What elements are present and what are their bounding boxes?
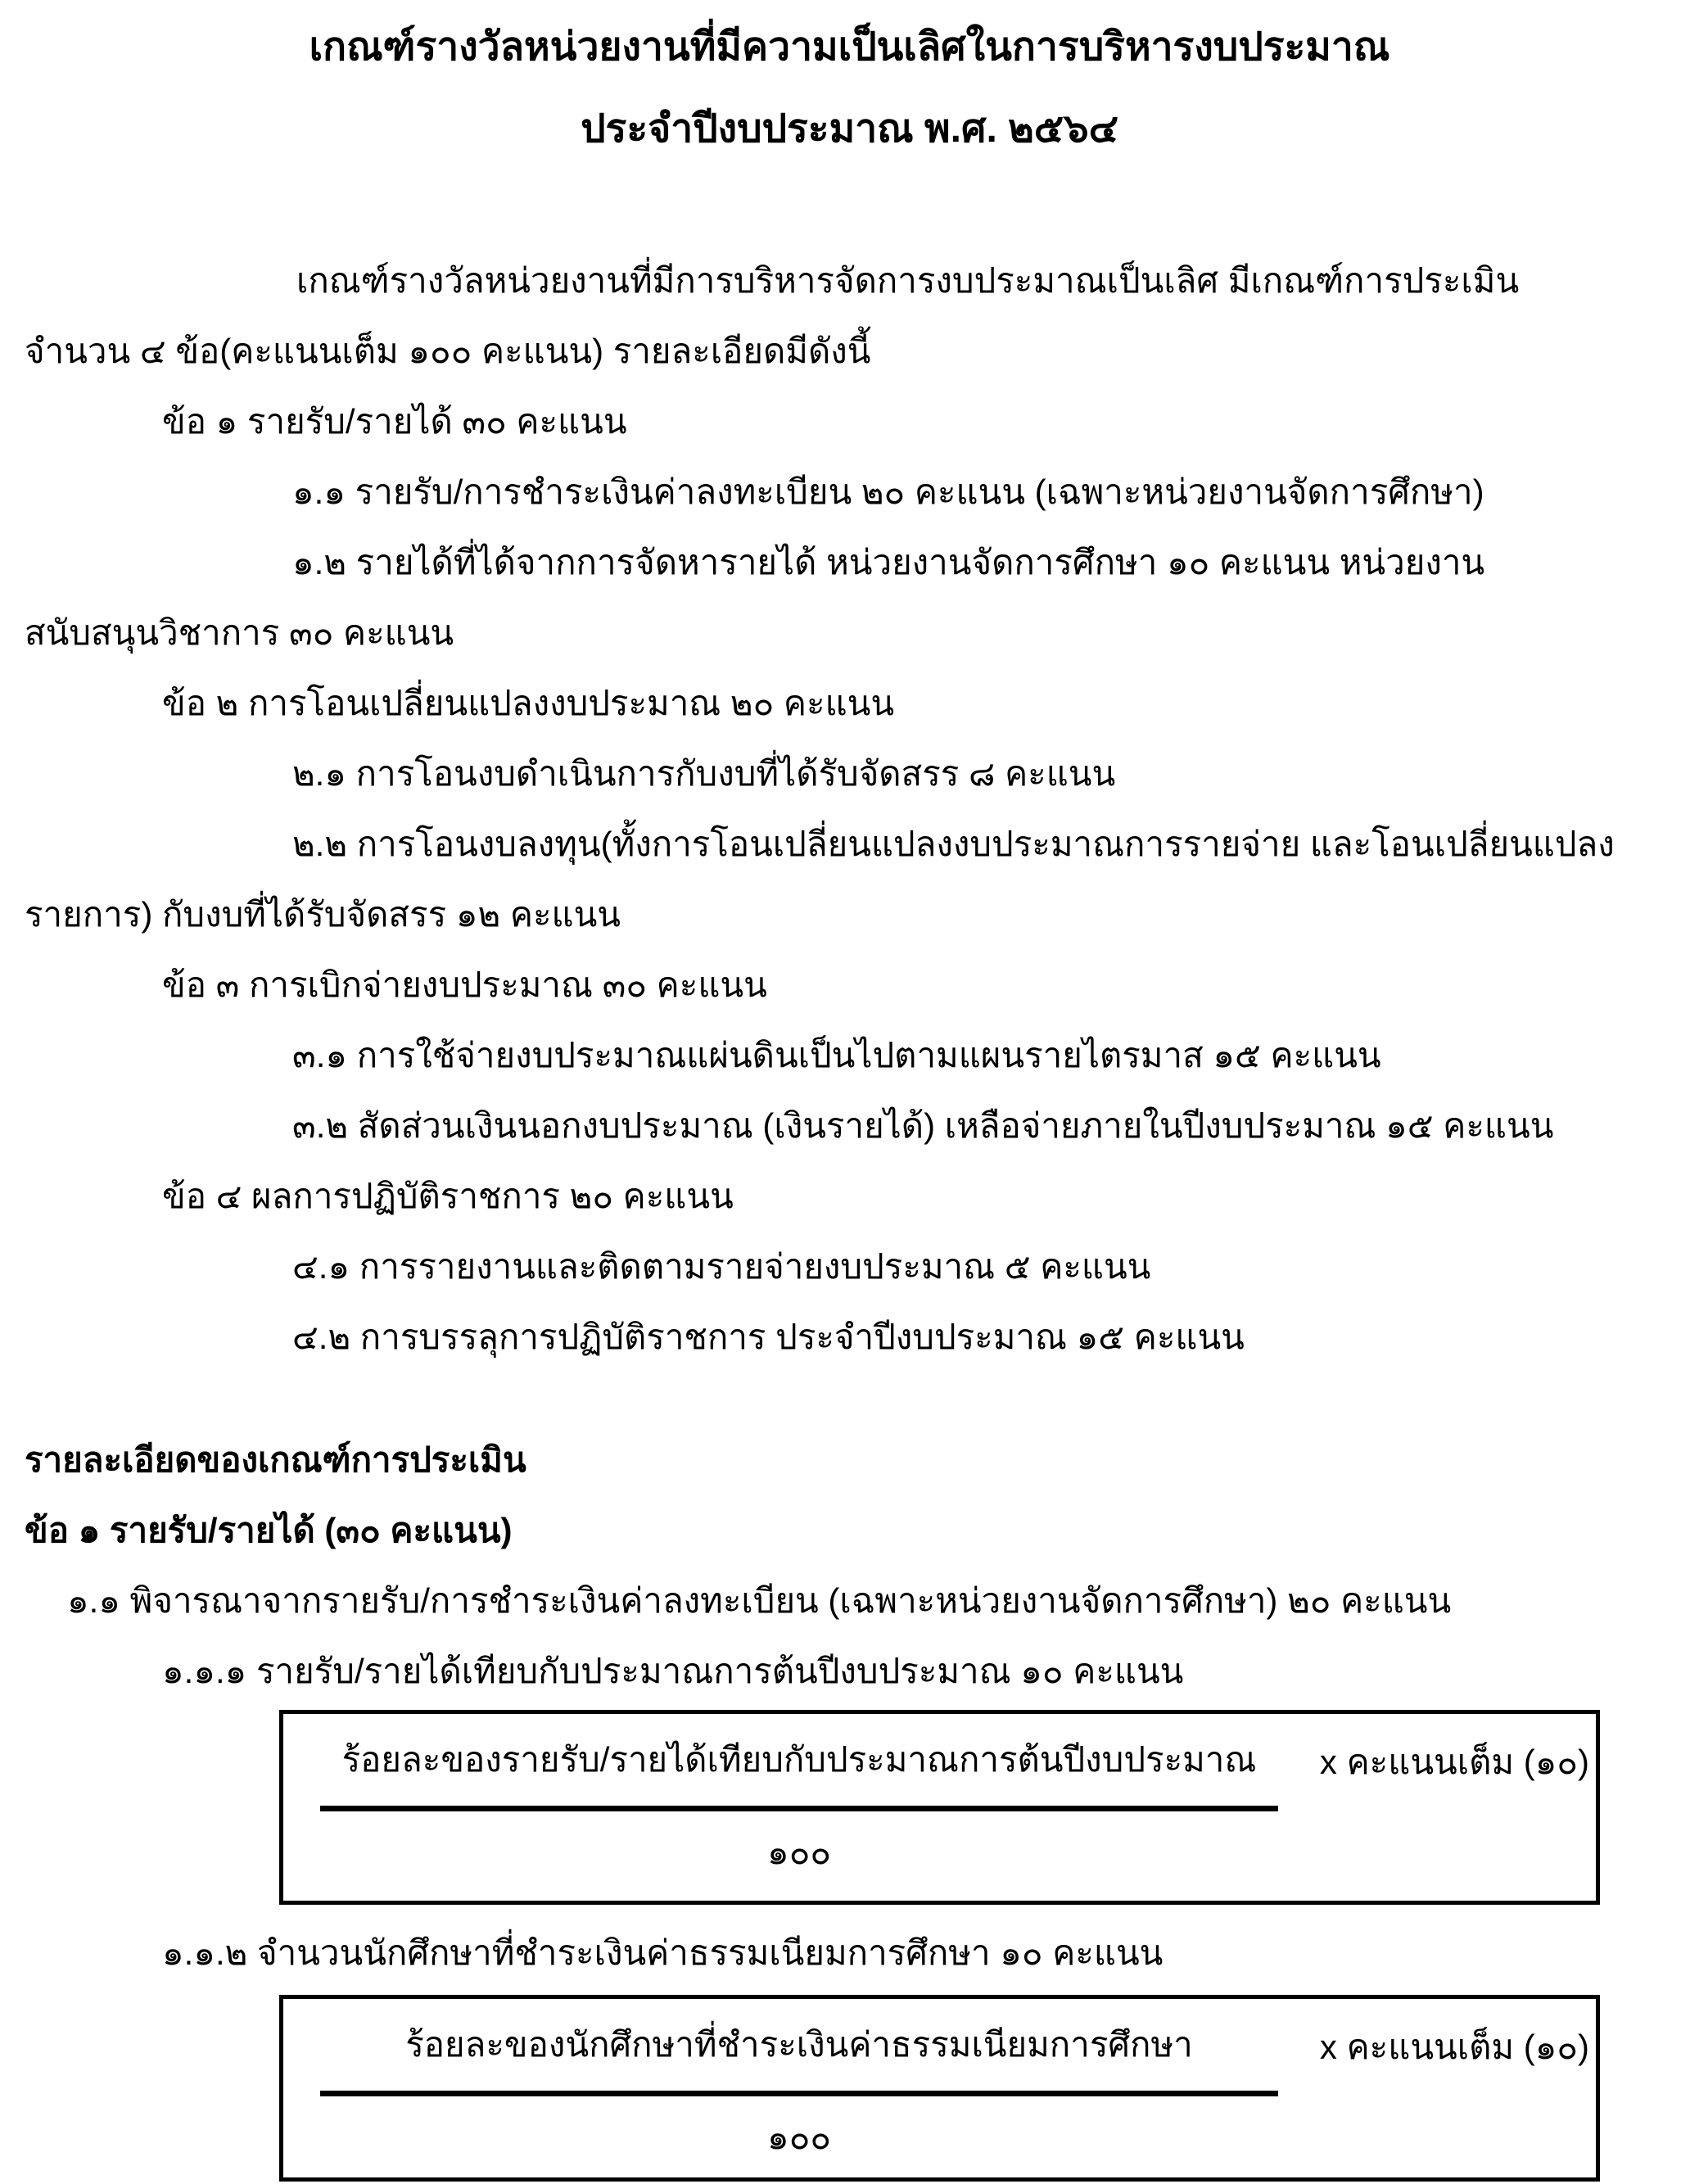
criteria-item-3-2: ๓.๒ สัดส่วนเงินนอกงบประมาณ (เงินรายได้) เหลือจ่ายภายในปีงบประมาณ ๑๕ คะแนน [292, 1106, 1554, 1145]
intro-paragraph-line-2: จำนวน ๔ ข้อ(คะแนนเต็ม ๑๐๐ คะแนน) รายละเอียดมีดังนี้ [25, 332, 871, 370]
criteria-item-4: ข้อ ๔ ผลการปฏิบัติราชการ ๒๐ คะแนน [162, 1177, 734, 1215]
formula-1-multiplier: x คะแนนเต็ม (๑๐) [1319, 1743, 1589, 1781]
formula-box-1 [279, 1710, 1600, 1905]
details-item-1-1: ๑.๑ พิจารณาจากรายรับ/การชำระเงินค่าลงทะเบียน (เฉพาะหน่วยงานจัดการศึกษา) ๒๐ คะแนน [67, 1581, 1452, 1620]
document-title-line-1: เกณฑ์รางวัลหน่วยงานที่มีความเป็นเลิศในการบริหารงบประมาณ [309, 25, 1390, 69]
formula-2-fraction [320, 1999, 1278, 2178]
formula-1-fraction-bar [320, 1806, 1278, 1811]
criteria-item-3-1: ๓.๑ การใช้จ่ายงบประมาณแผ่นดินเป็นไปตามแผนรายไตรมาส ๑๕ คะแนน [292, 1036, 1381, 1074]
details-item-1-1-1: ๑.๑.๑ รายรับ/รายได้เทียบกับประมาณการต้นปีงบประมาณ ๑๐ คะแนน [162, 1652, 1184, 1690]
criteria-item-4-1: ๔.๑ การรายงานและติดตามรายจ่ายงบประมาณ ๕ คะแนน [292, 1247, 1151, 1286]
formula-2-fraction-bar [320, 2091, 1278, 2096]
formula-box-2 [279, 1995, 1600, 2182]
details-heading: รายละเอียดของเกณฑ์การประเมิน [25, 1440, 526, 1479]
criteria-item-2-2-line-2: รายการ) กับงบที่ได้รับจัดสรร ๑๒ คะแนน [25, 895, 621, 934]
intro-paragraph-line-1: เกณฑ์รางวัลหน่วยงานที่มีการบริหารจัดการงบประมาณเป็นเลิศ มีเกณฑ์การประเมิน [296, 261, 1520, 300]
criteria-item-1: ข้อ ๑ รายรับ/รายได้ ๓๐ คะแนน [162, 402, 627, 441]
criteria-item-1-1: ๑.๑ รายรับ/การชำระเงินค่าลงทะเบียน ๒๐ คะแนน (เฉพาะหน่วยงานจัดการศึกษา) [292, 473, 1484, 511]
document-title-line-2: ประจำปีงบประมาณ พ.ศ. ๒๕๖๔ [581, 107, 1118, 151]
criteria-item-1-2-line-1: ๑.๒ รายได้ที่ได้จากการจัดหารายได้ หน่วยงานจัดการศึกษา ๑๐ คะแนน หน่วยงาน [292, 543, 1485, 581]
formula-1-fraction [320, 1714, 1278, 1893]
title-body-gap [25, 170, 1674, 246]
document-title-block [25, 0, 1674, 170]
formula-2-denominator: ๑๐๐ [767, 2118, 831, 2156]
details-item-1-1-2: ๑.๑.๒ จำนวนนักศึกษาที่ชำระเงินค่าธรรมเนียมการศึกษา ๑๐ คะแนน [162, 1933, 1164, 1972]
criteria-item-4-2: ๔.๒ การบรรลุการปฏิบัติราชการ ประจำปีงบประมาณ ๑๕ คะแนน [292, 1318, 1245, 1356]
formula-1-denominator: ๑๐๐ [767, 1833, 831, 1871]
criteria-item-3: ข้อ ๓ การเบิกจ่ายงบประมาณ ๓๐ คะแนน [162, 965, 767, 1004]
formula-2-numerator: ร้อยละของนักศึกษาที่ชำระเงินค่าธรรมเนียมการศึกษา [405, 2025, 1193, 2064]
criteria-item-2-2-line-1: ๒.๒ การโอนงบลงทุน(ทั้งการโอนเปลี่ยนแปลงงบประมาณการรายจ่าย และโอนเปลี่ยนแปลง [292, 825, 1615, 863]
formula-1-numerator: ร้อยละของรายรับ/รายได้เทียบกับประมาณการต้นปีงบประมาณ [341, 1740, 1257, 1779]
details-section-1-heading: ข้อ ๑ รายรับ/รายได้ (๓๐ คะแนน) [25, 1511, 513, 1549]
section-gap [25, 1372, 1674, 1425]
formula-2-multiplier: x คะแนนเต็ม (๑๐) [1319, 2028, 1589, 2066]
criteria-item-1-2-line-2: สนับสนุนวิชาการ ๓๐ คะแนน [25, 613, 454, 652]
criteria-item-2-1: ๒.๑ การโอนงบดำเนินการกับงบที่ได้รับจัดสรร ๘ คะแนน [292, 754, 1116, 793]
criteria-item-2: ข้อ ๒ การโอนเปลี่ยนแปลงงบประมาณ ๒๐ คะแนน [162, 684, 895, 722]
